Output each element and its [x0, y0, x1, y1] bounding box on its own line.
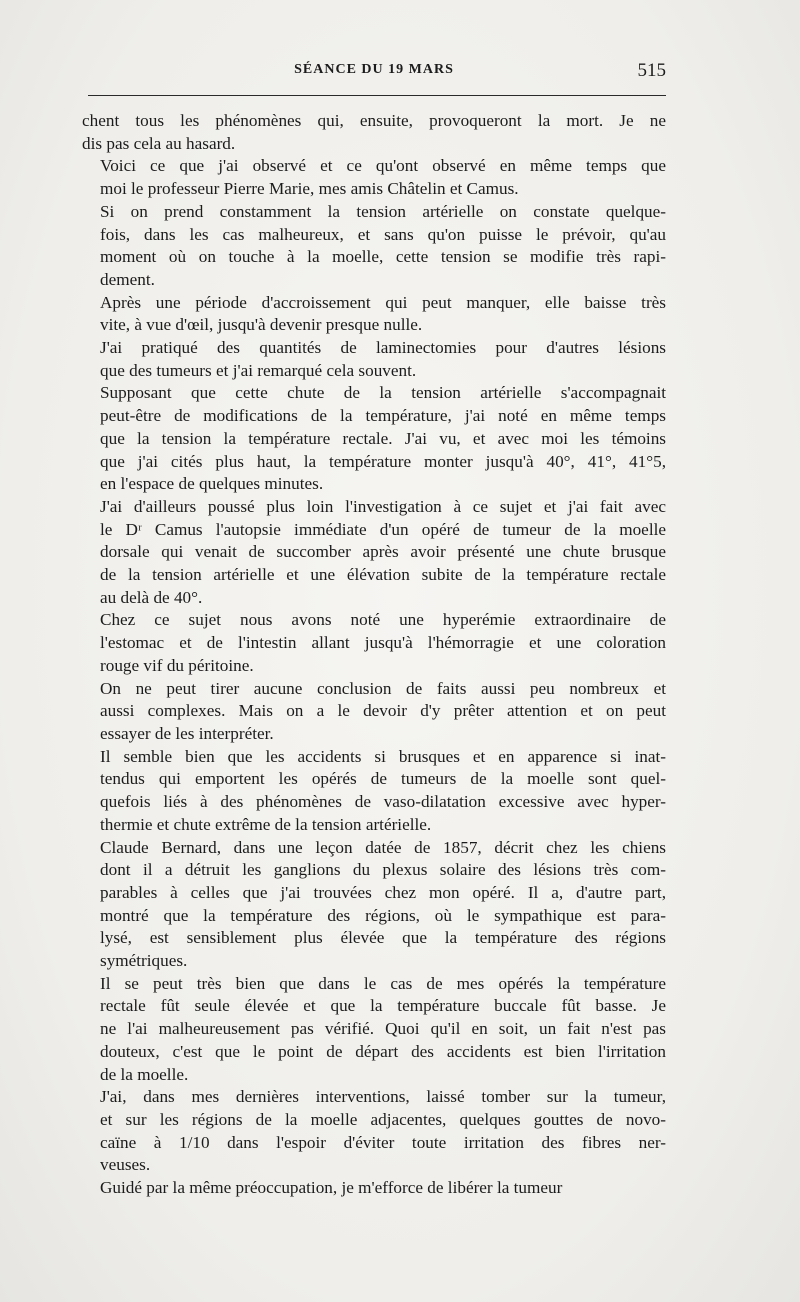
text-line: Guidé par la même préoccupation, je m'efforce de libérer la tumeur — [100, 1178, 563, 1198]
paragraph — [82, 337, 666, 382]
text-line: tendus qui emportent les opérés de tumeurs de la moelle sont quel- — [100, 769, 666, 789]
text-line: Il semble bien que les accidents si brusques et en apparence si inat- — [100, 746, 666, 766]
paragraph — [82, 496, 666, 610]
text-line: rouge vif du péritoine. — [100, 655, 254, 675]
text-line: Supposant que cette chute de la tension artérielle s'accompagnait — [100, 383, 666, 403]
paragraph — [82, 837, 666, 973]
text-line: montré que la température des régions, où le sympathique est para- — [100, 905, 666, 925]
text-line: que des tumeurs et j'ai remarqué cela souvent. — [100, 360, 417, 380]
body-text — [82, 110, 666, 1200]
text-line: J'ai pratiqué des quantités de laminectomies pour d'autres lésions — [100, 338, 666, 358]
text-line: Si on prend constamment la tension artérielle on constate quelque- — [100, 201, 666, 221]
text-line: au delà de 40°. — [100, 587, 203, 607]
text-line: dement. — [100, 269, 155, 289]
text-line: dis pas cela au hasard. — [82, 133, 236, 153]
text-line: thermie et chute extrême de la tension artérielle. — [100, 814, 432, 834]
text-line: l'estomac et de l'intestin allant jusqu'à l'hémorragie et une coloration — [100, 633, 666, 653]
text-line: Il se peut très bien que dans le cas de mes opérés la température — [100, 973, 666, 993]
text-line: moment où on touche à la moelle, cette tension se modifie très rapi- — [100, 247, 666, 267]
text-line: douteux, c'est que le point de départ des accidents est bien l'irritation — [100, 1041, 666, 1061]
paragraph — [82, 155, 666, 200]
text-line: moi le professeur Pierre Marie, mes amis Châtelin et Camus. — [100, 179, 519, 199]
header-rule — [88, 95, 666, 96]
text-line: veuses. — [100, 1155, 151, 1175]
text-line: Après une période d'accroissement qui peut manquer, elle baisse très — [100, 292, 666, 312]
running-header — [82, 58, 666, 86]
text-line: que j'ai cités plus haut, la température monter jusqu'à 40°, 41°, 41°5, — [100, 451, 666, 471]
text-line: rectale fût seule élevée et que la température buccale fût basse. Je — [100, 996, 666, 1016]
paragraph — [82, 110, 666, 155]
text-line: aussi complexes. Mais on a le devoir d'y prêter attention et on peut — [100, 701, 666, 721]
paragraph — [82, 609, 666, 677]
text-line: vite, à vue d'œil, jusqu'à devenir presque nulle. — [100, 315, 423, 335]
text-line: Claude Bernard, dans une leçon datée de 1857, décrit chez les chiens — [100, 837, 666, 857]
paragraph — [82, 746, 666, 837]
paragraph — [82, 1086, 666, 1177]
text-line: dorsale qui venait de succomber après avoir présenté une chute brusque — [100, 542, 666, 562]
text-line: On ne peut tirer aucune conclusion de faits aussi peu nombreux et — [100, 678, 666, 698]
text-line: le Dʳ Camus l'autopsie immédiate d'un opéré de tumeur de la moelle — [100, 519, 666, 539]
text-line: symétriques. — [100, 951, 188, 971]
paragraph — [82, 973, 666, 1087]
paragraph — [82, 382, 666, 496]
paragraph — [82, 1177, 666, 1200]
text-line: J'ai d'ailleurs poussé plus loin l'investigation à ce sujet et j'ai fait avec — [100, 496, 666, 516]
text-line: caïne à 1/10 dans l'espoir d'éviter toute irritation des fibres ner- — [100, 1132, 666, 1152]
text-line: parables à celles que j'ai trouvées chez mon opéré. Il a, d'autre part, — [100, 882, 666, 902]
text-line: Chez ce sujet nous avons noté une hyperémie extraordinaire de — [100, 610, 666, 630]
text-line: lysé, est sensiblement plus élevée que la température des régions — [100, 928, 666, 948]
page-number: 515 — [637, 60, 666, 81]
paragraph — [82, 292, 666, 337]
text-line: de la moelle. — [100, 1064, 189, 1084]
running-title: SÉANCE DU 19 MARS — [294, 62, 454, 77]
text-line: chent tous les phénomènes qui, ensuite, provoqueront la mort. Je ne — [82, 111, 666, 130]
text-line: fois, dans les cas malheureux, et sans qu'on puisse le prévoir, qu'au — [100, 224, 666, 244]
paragraph — [82, 201, 666, 292]
text-line: de la tension artérielle et une élévation subite de la température rectale — [100, 565, 666, 585]
text-line: et sur les régions de la moelle adjacentes, quelques gouttes de novo- — [100, 1109, 666, 1129]
paragraph — [82, 678, 666, 746]
text-line: que la tension la température rectale. J'ai vu, et avec moi les témoins — [100, 428, 666, 448]
text-line: ne l'ai malheureusement pas vérifié. Quoi qu'il en soit, un fait n'est pas — [100, 1019, 666, 1039]
text-line: en l'espace de quelques minutes. — [100, 474, 324, 494]
text-line: quefois liés à des phénomènes de vaso-dilatation excessive avec hyper- — [100, 792, 666, 812]
text-line: essayer de les interpréter. — [100, 723, 274, 743]
text-line: Voici ce que j'ai observé et ce qu'ont observé en même temps que — [100, 156, 666, 176]
text-line: dont il a détruit les ganglions du plexus solaire des lésions très com- — [100, 860, 666, 880]
text-line: peut-être de modifications de la température, j'ai noté en même temps — [100, 406, 666, 426]
text-line: J'ai, dans mes dernières interventions, laissé tomber sur la tumeur, — [100, 1087, 666, 1107]
